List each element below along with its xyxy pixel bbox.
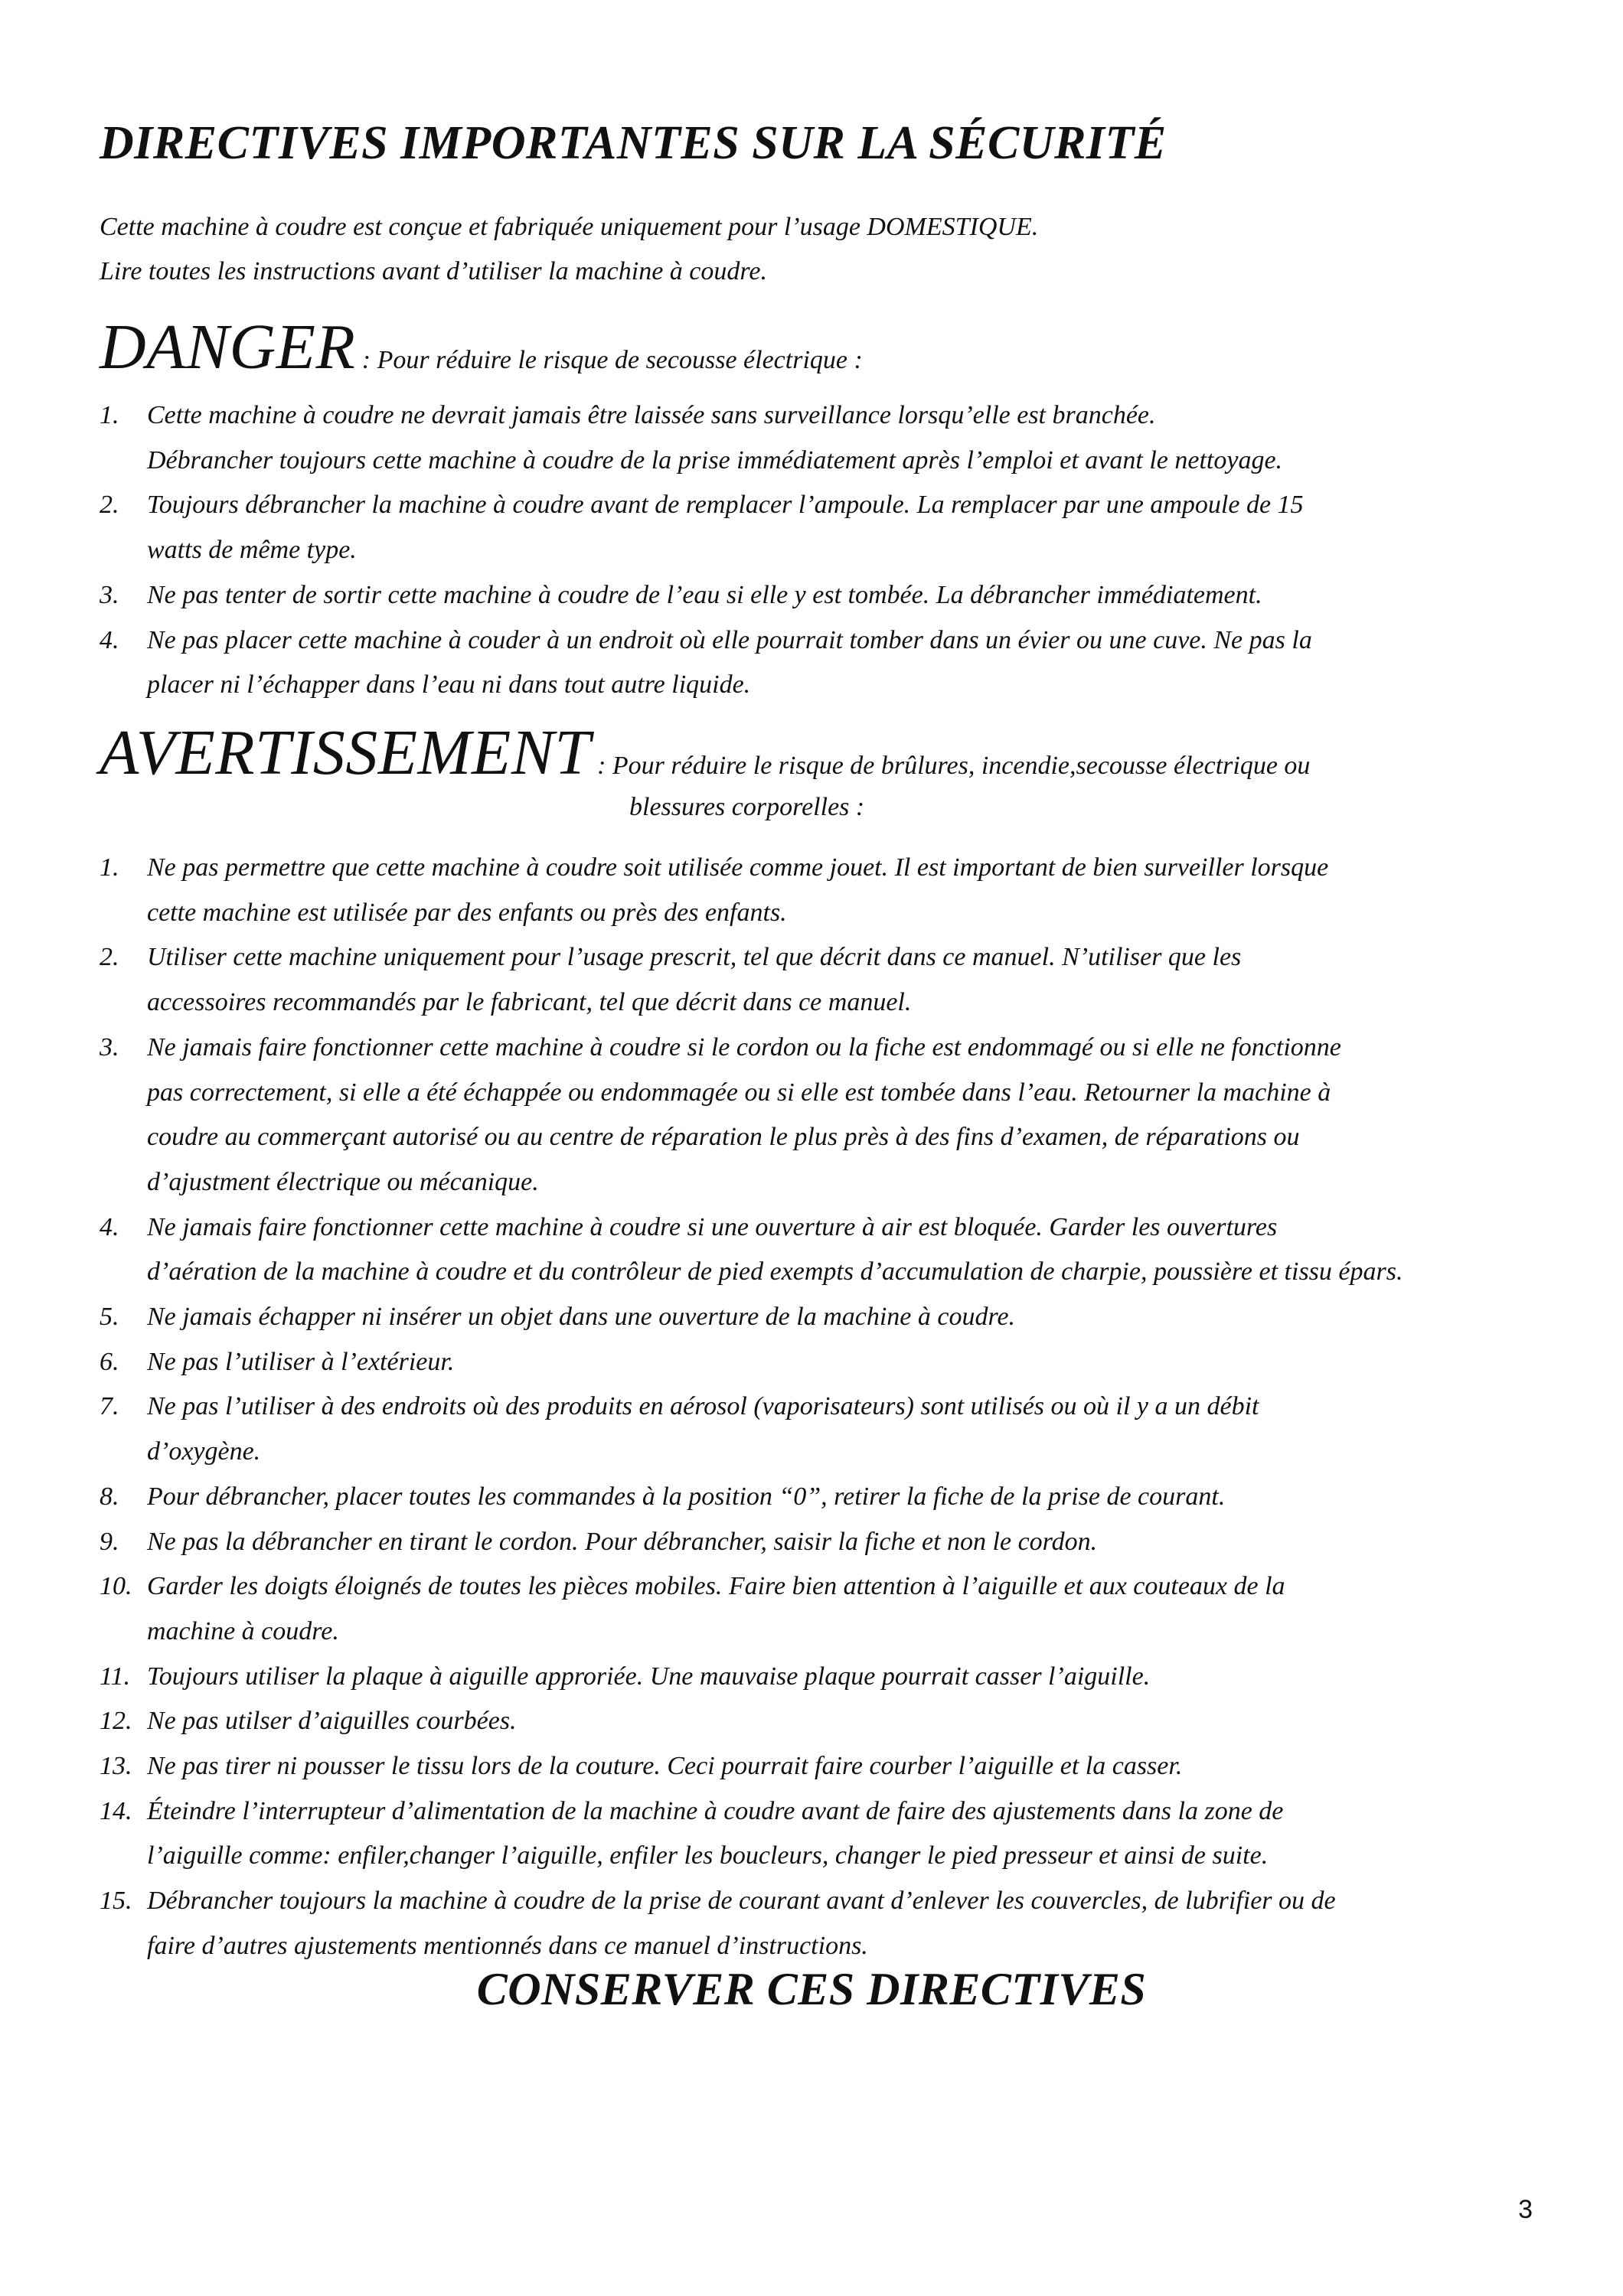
warning-list-item — [100, 1340, 1554, 1385]
item-number: 4. — [100, 1212, 119, 1241]
item-number: 12. — [100, 1707, 132, 1736]
warning-subtitle-continued: blessures corporelles : — [629, 793, 865, 821]
warning-list-item — [100, 1655, 1554, 1700]
danger-subtitle: : Pour réduire le risque de secousse électrique : — [355, 346, 863, 374]
item-text-line: Ne pas l’utiliser à l’extérieur. — [147, 1347, 455, 1376]
item-number: 2. — [100, 943, 119, 972]
item-text-line: Ne jamais faire fonctionner cette machine à coudre si une ouverture à air est bloquée. Garder les ouvertures — [147, 1212, 1278, 1241]
item-text-line: Ne jamais faire fonctionner cette machine à coudre si le cordon ou la fiche est endommagé ou si elle ne fonctionne — [147, 1032, 1341, 1062]
danger-list-item — [100, 573, 1554, 618]
item-number: 14. — [100, 1796, 132, 1825]
item-number: 2. — [100, 491, 119, 520]
warning-list-item — [100, 1384, 1554, 1474]
warning-list-item — [100, 1564, 1554, 1654]
item-text-line: cette machine est utilisée par des enfants ou près des enfants. — [147, 898, 787, 927]
warning-list-item — [100, 1295, 1554, 1340]
item-number: 1. — [100, 401, 119, 429]
item-text-line: Cette machine à coudre ne devrait jamais être laissée sans surveillance lorsqu’elle est branchée. — [147, 401, 1156, 429]
warning-subtitle: : Pour réduire le risque de brûlures, incendie,secousse électrique ou — [590, 752, 1311, 780]
warning-list-item — [100, 846, 1554, 935]
intro-line: Cette machine à coudre est conçue et fabriquée uniquement pour l’usage DOMESTIQUE. — [100, 213, 1039, 241]
item-text-line: Ne pas l’utiliser à des endroits où des produits en aérosol (vaporisateurs) sont utilisés ou où il y a un débit — [147, 1392, 1259, 1421]
item-number: 11. — [100, 1662, 130, 1691]
warning-heading — [100, 716, 1310, 790]
page-number: 3 — [1518, 2195, 1533, 2224]
item-text-line: d’ajustment électrique ou mécanique. — [147, 1167, 539, 1196]
danger-list-item — [100, 393, 1554, 483]
danger-list-item — [100, 618, 1554, 708]
item-text-line: Utiliser cette machine uniquement pour l’usage prescrit, tel que décrit dans ce manuel. N’utiliser que les — [147, 943, 1242, 972]
warning-list-item — [100, 1879, 1554, 1968]
item-number: 3. — [100, 1032, 119, 1062]
item-text-line: Ne pas tenter de sortir cette machine à coudre de l’eau si elle y est tombée. La débrancher immédiatement. — [147, 580, 1262, 609]
warning-list-item — [100, 1205, 1554, 1295]
page-title: DIRECTIVES IMPORTANTES SUR LA SÉCURITÉ — [100, 117, 1167, 169]
closing-heading: CONSERVER CES DIRECTIVES — [476, 1964, 1147, 2014]
warning-list-item — [100, 935, 1554, 1025]
item-text-line: watts de même type. — [147, 536, 357, 565]
item-number: 1. — [100, 853, 119, 882]
danger-list — [100, 393, 1554, 708]
intro-line: Lire toutes les instructions avant d’utiliser la machine à coudre. — [100, 257, 767, 285]
danger-title: DANGER — [100, 311, 356, 383]
item-text-line: Pour débrancher, placer toutes les commandes à la position “0”, retirer la fiche de la prise de courant. — [147, 1482, 1226, 1511]
item-text-line: machine à coudre. — [147, 1616, 339, 1645]
item-number: 5. — [100, 1303, 119, 1332]
item-text-line: Toujours débrancher la machine à coudre avant de remplacer l’ampoule. La remplacer par une ampoule de 15 — [147, 491, 1304, 520]
item-text-line: coudre au commerçant autorisé ou au centre de réparation le plus près à des fins d’examen, de réparations ou — [147, 1123, 1300, 1152]
item-text-line: Ne jamais échapper ni insérer un objet dans une ouverture de la machine à coudre. — [147, 1303, 1016, 1332]
item-text-line: l’aiguille comme: enfiler,changer l’aiguille, enfiler les boucleurs, changer le pied presseur et ainsi de suite. — [147, 1841, 1269, 1870]
item-text-line: Ne pas la débrancher en tirant le cordon. Pour débrancher, saisir la fiche et non le cordon. — [147, 1527, 1098, 1556]
item-number: 10. — [100, 1572, 132, 1601]
item-text-line: accessoires recommandés par le fabricant, tel que décrit dans ce manuel. — [147, 988, 912, 1017]
danger-heading — [100, 310, 863, 384]
item-text-line: Débrancher toujours la machine à coudre de la prise de courant avant d’enlever les couvercles, de lubrifier ou de — [147, 1887, 1336, 1916]
item-text-line: Éteindre l’interrupteur d’alimentation de la machine à coudre avant de faire des ajustements dans la zone de — [147, 1796, 1284, 1825]
warning-list-item — [100, 1520, 1554, 1565]
item-text-line: pas correctement, si elle a été échappée ou endommagée ou si elle est tombée dans l’eau. Retourner la machine à — [147, 1078, 1331, 1107]
warning-title: AVERTISSEMENT — [100, 717, 591, 788]
item-text-line: Toujours utiliser la plaque à aiguille approriée. Une mauvaise plaque pourrait casser l’aiguille. — [147, 1662, 1151, 1691]
warning-list-item — [100, 1475, 1554, 1520]
warning-list-item — [100, 1026, 1554, 1205]
item-number: 7. — [100, 1392, 119, 1421]
item-number: 3. — [100, 580, 119, 609]
item-text-line: faire d’autres ajustements mentionnés dans ce manuel d’instructions. — [147, 1931, 868, 1960]
item-text-line: Ne pas utilser d’aiguilles courbées. — [147, 1707, 517, 1736]
warning-list-item — [100, 1744, 1554, 1789]
item-text-line: Ne pas permettre que cette machine à coudre soit utilisée comme jouet. Il est important de bien surveiller lorsque — [147, 853, 1329, 882]
item-number: 8. — [100, 1482, 119, 1511]
item-text-line: d’aération de la machine à coudre et du contrôleur de pied exempts d’accumulation de charpie, poussière et tissu épars. — [147, 1257, 1403, 1287]
item-number: 9. — [100, 1527, 119, 1556]
warning-list — [100, 846, 1554, 1969]
intro-block — [100, 205, 1038, 294]
item-number: 4. — [100, 625, 119, 654]
item-text-line: d’oxygène. — [147, 1437, 261, 1466]
item-text-line: Ne pas placer cette machine à couder à un endroit où elle pourrait tomber dans un évier ou une cuve. Ne pas la — [147, 625, 1312, 654]
item-text-line: Garder les doigts éloignés de toutes les pièces mobiles. Faire bien attention à l’aiguille et aux couteaux de la — [147, 1572, 1285, 1601]
item-number: 15. — [100, 1887, 132, 1916]
item-number: 6. — [100, 1347, 119, 1376]
warning-list-item — [100, 1789, 1554, 1879]
item-number: 13. — [100, 1752, 132, 1781]
item-text-line: Débrancher toujours cette machine à coudre de la prise immédiatement après l’emploi et avant le nettoyage. — [147, 445, 1283, 475]
danger-list-item — [100, 483, 1554, 572]
warning-list-item — [100, 1699, 1554, 1744]
item-text-line: Ne pas tirer ni pousser le tissu lors de la couture. Ceci pourrait faire courber l’aiguille et la casser. — [147, 1752, 1183, 1781]
item-text-line: placer ni l’échapper dans l’eau ni dans tout autre liquide. — [147, 670, 751, 700]
